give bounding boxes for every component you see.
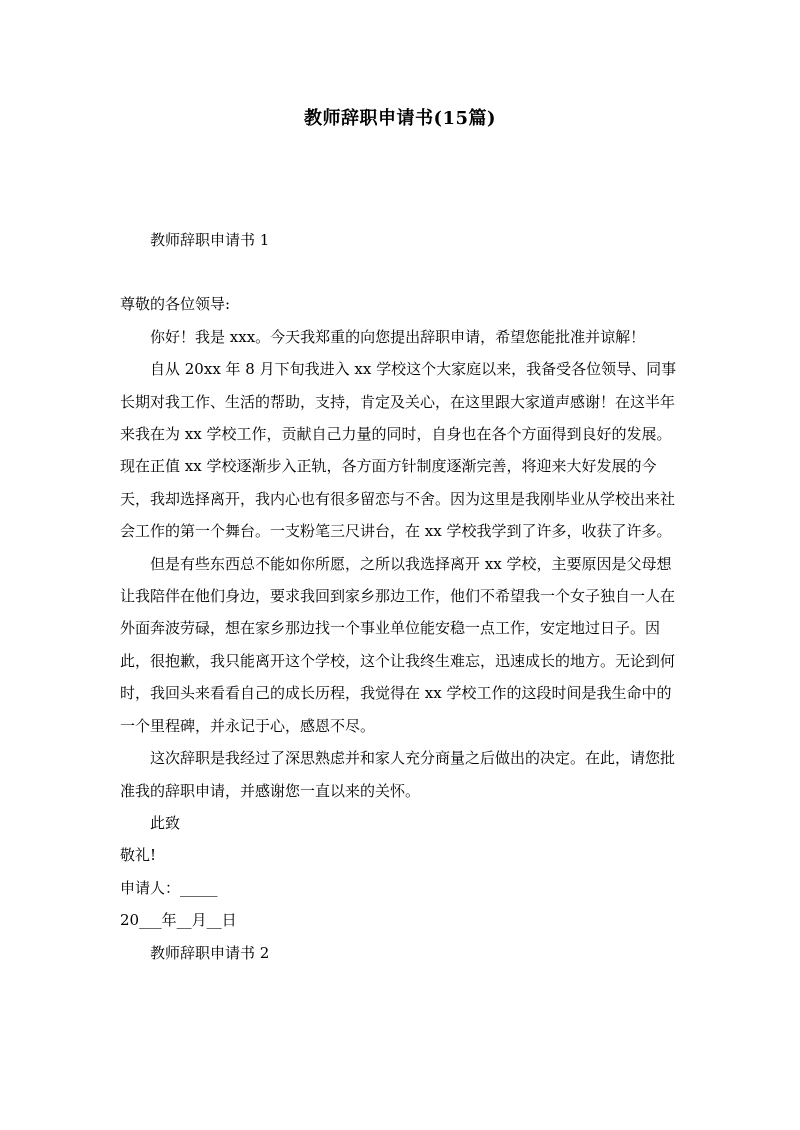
section-heading: 教师辞职申请书 2 (150, 943, 270, 962)
spacer (120, 256, 685, 288)
salutation: 尊敬的各位领导: (120, 295, 231, 314)
document-title: 教师辞职申请书(15篇) (303, 108, 497, 129)
paragraph: 这次辞职是我经过了深思熟虑并和家人充分商量之后做出的决定。在此，请您批准我的辞职申请，并感谢您一直以来的关怀。 (120, 749, 676, 800)
section-heading: 教师辞职申请书 1 (150, 231, 270, 249)
document-body (120, 224, 685, 969)
date-line: 20___年__月__日 (120, 911, 237, 930)
closing-line: 此致 (150, 813, 181, 832)
paragraph: 你好！我是 xxx。今天我郑重的向您提出辞职申请，希望您能批准并谅解！ (150, 327, 646, 346)
paragraph: 但是有些东西总不能如你所愿，之所以我选择离开 xx 学校，主要原因是父母想让我陪伴在他们身边，要求我回到家乡那边工作，他们不希望我一个女子独自一人在外面奔波劳碌，想在家乡那边找一个事业单位能安稳一点工作，安定地过日子。因此，很抱歉，我只能离开这个学校，这个让我终生难忘，迅速成长的地方。无论到何时，我回头来看看自己的成长历程，我觉得在 xx 学校工作的这段时间是我生命中的一个里程碑，并永记于心，感恩不尽。 (120, 554, 676, 735)
paragraph: 自从 20xx 年 8 月下旬我进入 xx 学校这个大家庭以来，我备受各位领导、同事长期对我工作、生活的帮助，支持，肯定及关心，在这里跟大家道声感谢！在这半年来我在为 xx 学校工作，贡献自己力量的同时，自身也在各个方面得到良好的发展。现在正值 xx 学校逐渐步入正轨，各方面方针制度逐渐完善，将迎来大好发展的今天，我却选择离开，我内心也有很多留恋与不舍。因为这里是我刚毕业从学校出来社会工作的第一个舞台。一支粉笔三尺讲台，在 xx 学校我学到了许多，收获了许多。 (120, 360, 677, 541)
applicant-line: 申请人：_____ (120, 878, 218, 897)
regards-line: 敬礼! (120, 846, 157, 865)
